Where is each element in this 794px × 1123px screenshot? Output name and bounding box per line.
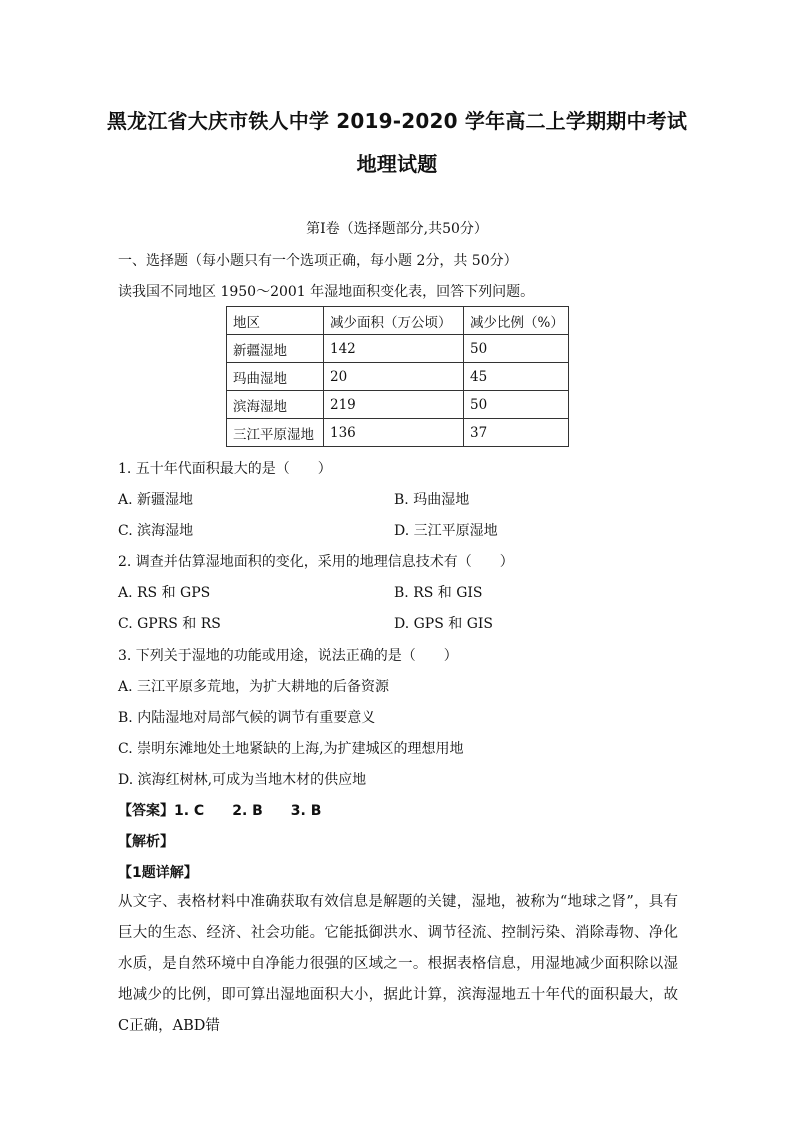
analysis-label: 【解析】	[118, 834, 174, 850]
question-2-option-a: A. RS 和 GPS	[118, 585, 211, 601]
question-3-option-c: C. 崇明东滩地处土地紧缺的上海,为扩建城区的理想用地	[118, 741, 464, 757]
table-row	[227, 419, 569, 447]
table-cell: 新疆湿地	[227, 335, 324, 363]
table-cell: 20	[324, 363, 464, 391]
question-3-option-d: D. 滨海红树林,可成为当地木材的供应地	[118, 772, 367, 788]
table-row	[227, 335, 569, 363]
answer-line: 【答案】1. C 2. B 3. B	[118, 803, 322, 819]
table-cell: 219	[324, 391, 464, 419]
question-3-stem: 3. 下列关于湿地的功能或用途，说法正确的是（ ）	[118, 648, 458, 664]
question-1-option-d: D. 三江平原湿地	[394, 523, 498, 539]
table-header-row	[227, 307, 569, 335]
question-3-option-b: B. 内陆湿地对局部气候的调节有重要意义	[118, 710, 376, 726]
detail-label: 【1题详解】	[118, 865, 198, 881]
explanation-paragraph: 从文字、表格材料中准确获取有效信息是解题的关键，湿地，被称为“地球之肾”，具有巨大的生态、经济、社会功能。它能抵御洪水、调节径流、控制污染、消除毒物、净化水质，是自然环境中自净能力很强的区域之一。根据表格信息，用湿地减少面积除以湿地减少的比例，即可算出湿地面积大小，据此计算，滨海湿地五十年代的面积最大，故C正确，ABD错	[118, 894, 678, 1034]
table-cell: 50	[464, 335, 569, 363]
question-intro: 读我国不同地区 1950～2001 年湿地面积变化表，回答下列问题。	[118, 284, 535, 300]
table-cell: 142	[324, 335, 464, 363]
question-1-option-c: C. 滨海湿地	[118, 523, 194, 539]
question-1-option-a: A. 新疆湿地	[118, 492, 194, 508]
table-cell: 滨海湿地	[227, 391, 324, 419]
document-subtitle: 地理试题	[356, 152, 438, 176]
table-cell: 37	[464, 419, 569, 447]
document-title: 黑龙江省大庆市铁人中学 2019-2020 学年高二上学期期中考试	[106, 109, 688, 133]
question-2-stem: 2. 调查并估算湿地面积的变化，采用的地理信息技术有（ ）	[118, 554, 514, 570]
question-1-stem: 1. 五十年代面积最大的是（ ）	[118, 461, 332, 477]
table-row	[227, 391, 569, 419]
question-2-option-d: D. GPS 和 GIS	[394, 616, 494, 632]
part-heading: 一、选择题（每小题只有一个选项正确，每小题 2分，共 50分）	[118, 253, 518, 269]
question-1-option-b: B. 玛曲湿地	[394, 492, 470, 508]
section-header: 第Ⅰ卷（选择题部分,共50分）	[306, 221, 488, 237]
question-2-option-c: C. GPRS 和 RS	[118, 616, 221, 632]
table-cell: 三江平原湿地	[227, 419, 324, 447]
table-cell: 45	[464, 363, 569, 391]
question-3-option-a: A. 三江平原多荒地，为扩大耕地的后备资源	[118, 679, 390, 695]
table-cell: 50	[464, 391, 569, 419]
question-2-option-b: B. RS 和 GIS	[394, 585, 483, 601]
wetland-table	[226, 306, 569, 447]
table-header-cell: 地区	[227, 307, 324, 335]
table-cell: 136	[324, 419, 464, 447]
table-header-cell: 减少面积（万公顷）	[324, 307, 464, 335]
table-cell: 玛曲湿地	[227, 363, 324, 391]
table-row	[227, 363, 569, 391]
table-header-cell: 减少比例（%）	[464, 307, 569, 335]
